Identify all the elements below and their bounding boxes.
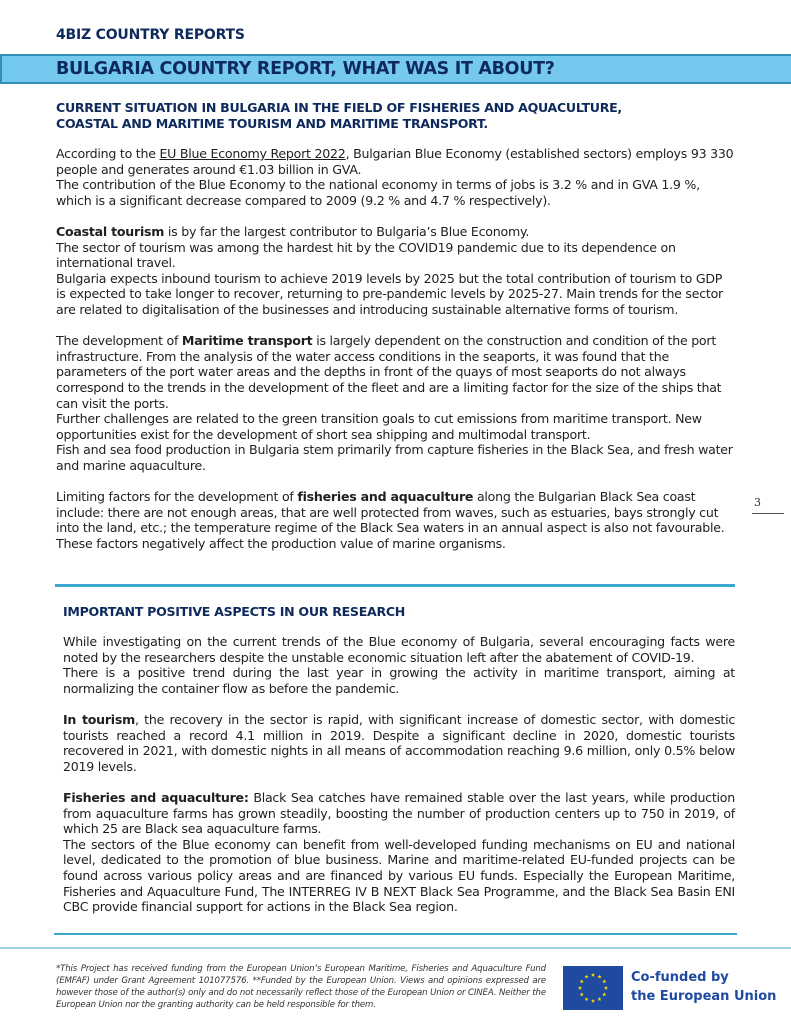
paragraph: The sector of tourism was among the hardest hit by the COVID19 pandemic due to its dependence on international travel.	[56, 239, 676, 271]
eu-blue-economy-report-link[interactable]: EU Blue Economy Report 2022	[159, 146, 346, 161]
paragraph	[63, 790, 735, 837]
co-funded-label	[631, 968, 776, 1006]
bold-term: Maritime transport	[181, 333, 313, 349]
bold-term: In tourism	[63, 711, 135, 727]
series-label: 4BIZ COUNTRY REPORTS	[56, 27, 245, 43]
bold-term: fisheries and aquaculture	[297, 489, 474, 505]
co-funded-line: the European Union	[631, 989, 777, 1004]
text: Limiting factors for the development of	[56, 489, 298, 505]
page-number-rule	[752, 513, 784, 514]
text: According to the	[56, 146, 160, 161]
bold-term: Coastal tourism	[56, 223, 165, 239]
eu-flag-graphic	[563, 966, 623, 1010]
paragraph: While investigating on the current trends of the Blue economy of Bulgaria, several encouraging facts were noted by the researchers despite the unstable economic situation left after the abatement of COVID-19.	[63, 634, 735, 665]
paragraph: There is a positive trend during the last year in growing the activity in maritime transport, aiming at normalizing the container flow as before the pandemic.	[63, 665, 735, 696]
section-divider	[54, 933, 737, 935]
paragraph	[56, 489, 734, 551]
section-heading-current-situation	[56, 100, 746, 132]
footer-divider	[0, 947, 791, 949]
eu-flag-icon	[563, 966, 623, 1010]
section-positive-aspects-body	[63, 634, 735, 915]
paragraph	[56, 333, 734, 411]
co-funded-line: Co-funded by	[631, 970, 729, 985]
paragraph: The contribution of the Blue Economy to the national economy in terms of jobs is 3.2 % and in GVA 1.9 %, which is a significant decrease compared to 2009 (9.2 % and 4.7 % respectively).	[56, 177, 700, 208]
paragraph: Further challenges are related to the green transition goals to cut emissions from maritime transport. New opportunities exist for the development of short sea shipping and multimodal transport.	[56, 411, 702, 442]
paragraph	[56, 146, 734, 177]
title-banner	[0, 54, 791, 84]
paragraph: Bulgaria expects inbound tourism to achieve 2019 levels by 2025 but the total contribution of tourism to GDP is expected to take longer to recover, returning to pre-pandemic levels by 2025-27. Main trends for the sector are related to digitalisation of the businesses and introducing sustainable alternative forms of tourism.	[56, 270, 723, 317]
text: , the recovery in the sector is rapid, with significant increase of domestic sector, with domestic tourists reached a record 4.1 million in 2019. Despite a significant decline in 2020, domestic tourists recovered in 2021, with domestic nights in all means of accommodation reaching 9.6 million, only 0.5% below 2019 levels.	[63, 711, 735, 774]
text: along the Bulgarian Black Sea coast include: there are not enough areas, that are well protected from waves, such as estuaries, bays strongly cut into the land, etc.; the temperature regime of the Black Sea waters in an annual aspect is also not favourable. These factors negatively affect the production value of marine organisms.	[56, 489, 725, 551]
text: The development of	[56, 333, 182, 349]
heading-line: CURRENT SITUATION IN BULGARIA IN THE FIELD OF FISHERIES AND AQUACULTURE,	[56, 100, 622, 115]
paragraph	[63, 712, 735, 774]
paragraph: Fish and sea food production in Bulgaria stem primarily from capture fisheries in the Black Sea, and fresh water and marine aquaculture.	[56, 442, 733, 473]
text: Black Sea catches have remained stable over the last years, while production from aquaculture farms has grown steadily, boosting the number of production centers up to 750 in 2019, of which 25 are Black sea aquaculture farms.	[63, 789, 735, 837]
paragraph: The sectors of the Blue economy can benefit from well-developed funding mechanisms on EU and national level, dedicated to the promotion of blue business. Marine and maritime-related EU-funded projects can be found across various policy areas and are financed by various EU funds. Especially the European Maritime, Fisheries and Aquaculture Fund, The INTERREG IV B NEXT Black Sea Programme, and the Black Sea Basin ENI CBC provide financial support for actions in the Black Sea region.	[63, 836, 735, 915]
bold-term: Fisheries and aquaculture:	[63, 789, 249, 805]
section-current-situation-body	[56, 146, 734, 551]
funding-disclaimer: *This Project has received funding from the European Union’s European Maritime, Fisheries and Aquaculture Fund (EMFAF) under Grant Agreement 101077576. **Funded by the European Union. Views and opinions expressed are however those of the author(s) only and do not necessarily reflect those of the European Union or CINEA. Neither the European Union nor the granting authority can be held responsible for them.	[56, 964, 546, 1010]
text: , Bulgarian Blue Economy (established sectors) employs 93 330 people and generates around €1.03 billion in GVA.	[56, 146, 734, 177]
paragraph	[56, 224, 734, 240]
section-heading-positive-aspects: IMPORTANT POSITIVE ASPECTS IN OUR RESEARCH	[63, 604, 406, 619]
heading-line: COASTAL AND MARITIME TOURISM AND MARITIME TRANSPORT.	[56, 116, 488, 131]
section-divider	[55, 584, 735, 587]
page-number: 3	[754, 496, 761, 509]
page-title: BULGARIA COUNTRY REPORT, WHAT WAS IT ABOUT?	[56, 59, 555, 79]
text: is largely dependent on the construction and condition of the port infrastructure. From the analysis of the water access conditions in the seaports, it was found that the parameters of the port water areas and the depths in front of the quays of most seaports do not always correspond to the trends in the development of the fleet and are a limiting factor for the size of the ships that can visit the ports.	[56, 333, 722, 411]
text: is by far the largest contributor to Bulgaria’s Blue Economy.	[164, 223, 530, 239]
eu-flag-background	[563, 966, 623, 1010]
